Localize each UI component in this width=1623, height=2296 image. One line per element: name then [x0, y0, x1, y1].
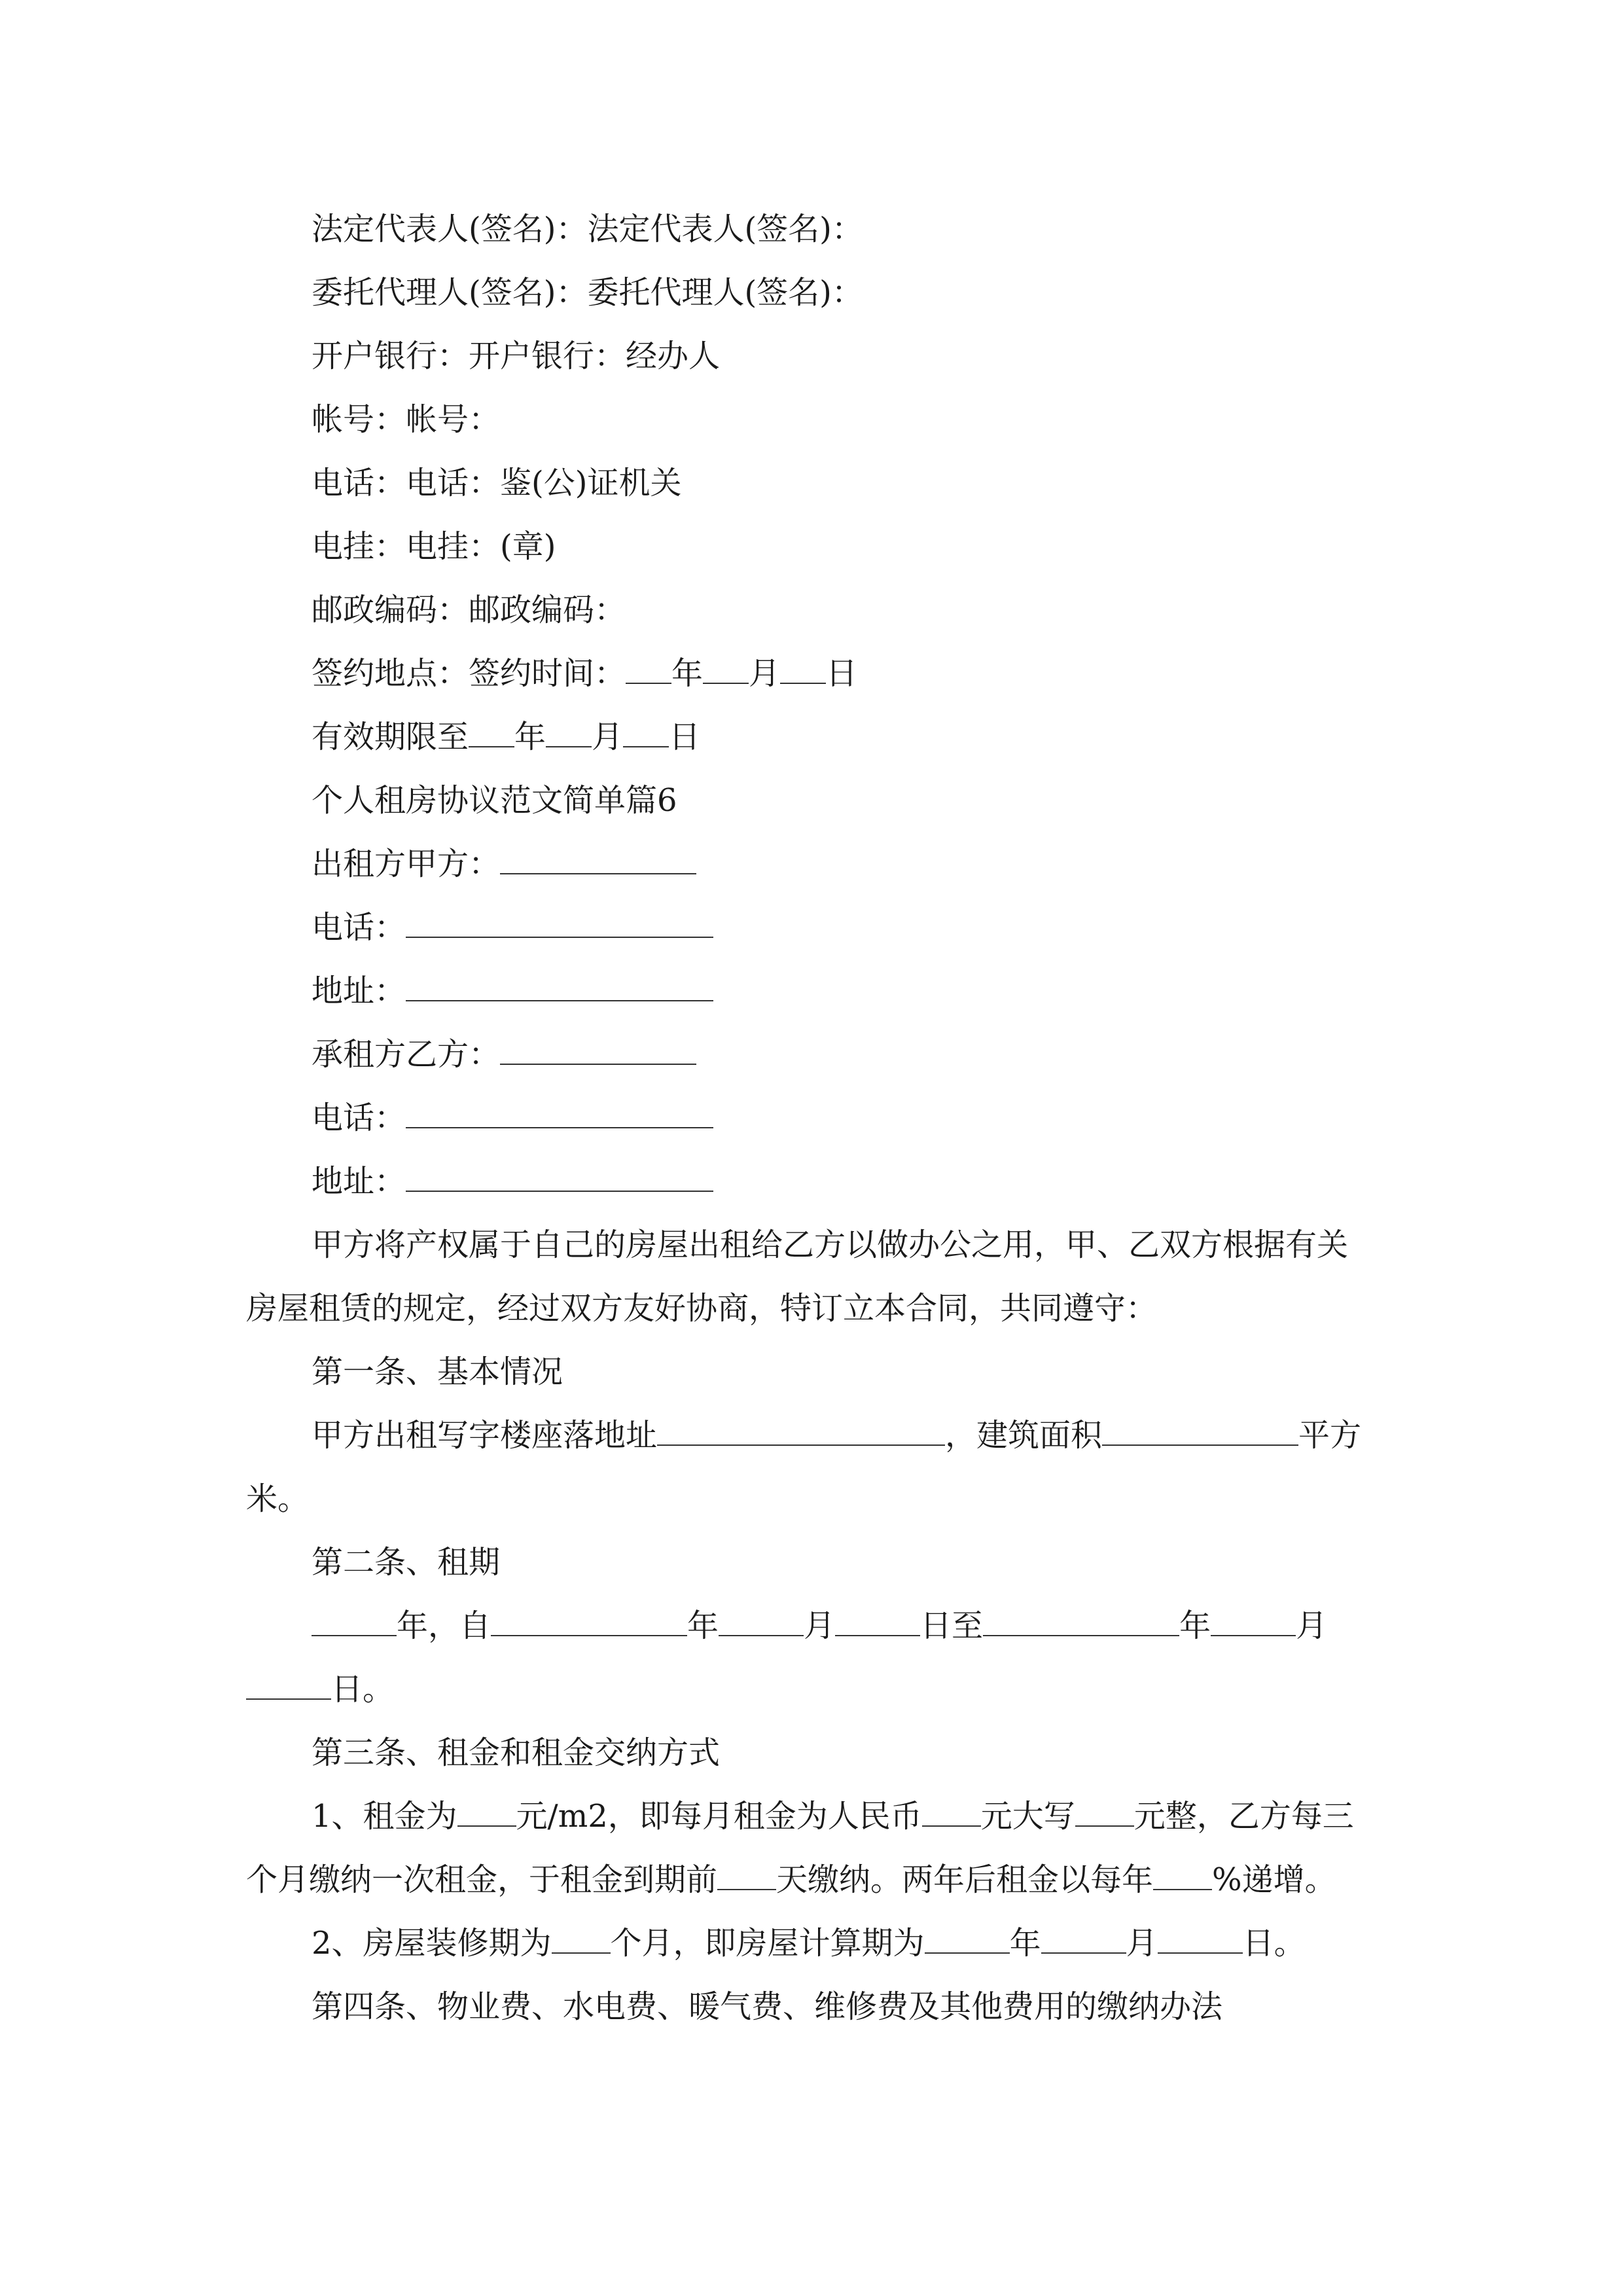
blank — [1211, 1606, 1296, 1636]
address-label: 地址： — [312, 1163, 406, 1200]
article1-title: 第一条、基本情况 — [312, 1354, 563, 1390]
year-label: 年 — [514, 719, 546, 755]
article2-line — [312, 1606, 1378, 1645]
lessor-label: 出租方甲方： — [312, 846, 501, 882]
postcode-line: 邮政编码：邮政编码： — [312, 592, 626, 628]
legal-rep-line: 法定代表人(签名)：法定代表人(签名)： — [312, 211, 863, 247]
blank — [835, 1606, 920, 1636]
blank — [552, 1924, 611, 1954]
blank — [1075, 1797, 1134, 1827]
blank — [406, 908, 713, 938]
lessee-line — [312, 1035, 1378, 1074]
phone-label: 电话： — [312, 1100, 406, 1136]
article3-text: %递增。 — [1212, 1861, 1336, 1898]
blank — [500, 1035, 696, 1065]
month-label: 月 — [592, 719, 624, 755]
lessee-phone-line — [312, 1098, 1378, 1138]
blank — [546, 717, 592, 747]
article3-text: 年 — [1009, 1925, 1041, 1962]
blank — [1102, 1416, 1298, 1446]
blank — [1158, 1924, 1243, 1954]
lessee-label: 承租方乙方： — [312, 1036, 501, 1073]
article2-text: 日。 — [331, 1671, 395, 1708]
article2-text: 年，自 — [397, 1607, 491, 1644]
year-label: 年 — [671, 655, 704, 692]
month-label: 月 — [749, 655, 781, 692]
validity-label: 有效期限至 — [312, 719, 469, 755]
article2-title: 第二条、租期 — [312, 1544, 501, 1581]
blank — [703, 654, 749, 684]
blank — [1041, 1924, 1126, 1954]
article1-line2: 米。 — [246, 1480, 310, 1517]
article3-text: 1、租金为 — [312, 1798, 457, 1835]
article2-line2 — [246, 1670, 1378, 1709]
blank — [925, 1924, 1010, 1954]
blank — [246, 1670, 331, 1700]
article3-text: 元大写 — [980, 1798, 1075, 1835]
agent-line: 委托代理人(签名)：委托代理人(签名)： — [312, 274, 863, 311]
day-label: 日 — [669, 719, 701, 755]
article3-item2 — [312, 1924, 1378, 1963]
article3-text: 2、房屋装修期为 — [312, 1925, 552, 1962]
lessor-line — [312, 844, 1378, 884]
address-label: 地址： — [312, 973, 406, 1009]
blank — [780, 654, 826, 684]
lessor-address-line — [312, 971, 1378, 1011]
phone-line: 电话：电话：鉴(公)证机关 — [312, 465, 682, 501]
article4-title: 第四条、物业费、水电费、暖气费、维修费及其他费用的缴纳办法 — [312, 1988, 1223, 2025]
account-line: 帐号：帐号： — [312, 401, 501, 438]
article3-text: 个月缴纳一次租金，于租金到期前 — [246, 1861, 718, 1898]
article1-text: 甲方出租写字楼座落地址 — [312, 1417, 658, 1454]
blank — [406, 1162, 713, 1192]
blank — [312, 1606, 397, 1636]
day-label: 日 — [826, 655, 858, 692]
article2-text: 年 — [1179, 1607, 1211, 1644]
article2-text: 月 — [1296, 1607, 1328, 1644]
article2-text: 月 — [804, 1607, 836, 1644]
blank — [406, 971, 713, 1001]
article3-text: 月 — [1126, 1925, 1158, 1962]
validity-line — [312, 717, 1378, 757]
lessor-phone-line — [312, 908, 1378, 947]
bank-line: 开户银行：开户银行：经办人 — [312, 338, 721, 374]
article1-text: 平方 — [1298, 1417, 1362, 1454]
blank — [491, 1606, 687, 1636]
sign-place-label: 签约地点：签约时间： — [312, 655, 626, 692]
article3-title: 第三条、租金和租金交纳方式 — [312, 1734, 721, 1771]
fax-line: 电挂：电挂：(章) — [312, 528, 556, 565]
article3-text: 日。 — [1242, 1925, 1306, 1962]
article3-text: 个月，即房屋计算期为 — [610, 1925, 925, 1962]
article3-item1-line2 — [246, 1860, 1378, 1899]
blank — [406, 1098, 713, 1128]
intro-paragraph-line2: 房屋租赁的规定，经过双方友好协商，特订立本合同，共同遵守： — [246, 1290, 1158, 1327]
blank — [457, 1797, 516, 1827]
blank — [719, 1606, 804, 1636]
intro-paragraph-line1: 甲方将产权属于自己的房屋出租给乙方以做办公之用，甲、乙双方根据有关 — [312, 1227, 1349, 1263]
blank — [623, 717, 669, 747]
article3-text: 天缴纳。两年后租金以每年 — [776, 1861, 1154, 1898]
phone-label: 电话： — [312, 909, 406, 946]
blank — [500, 844, 696, 874]
blank — [922, 1797, 981, 1827]
article1-text: ，建筑面积 — [945, 1417, 1103, 1454]
section-title: 个人租房协议范文简单篇6 — [312, 782, 677, 819]
article2-text: 日至 — [920, 1607, 984, 1644]
article1-line — [312, 1416, 1378, 1455]
article3-item1-line1 — [312, 1797, 1378, 1836]
sign-place-time-line — [312, 654, 1378, 693]
blank — [469, 717, 514, 747]
blank — [1153, 1860, 1212, 1890]
blank — [983, 1606, 1179, 1636]
article3-text: 元/m2，即每月租金为人民币 — [516, 1798, 922, 1835]
article3-text: 元整，乙方每三 — [1133, 1798, 1354, 1835]
article2-text: 年 — [687, 1607, 719, 1644]
blank — [657, 1416, 945, 1446]
lessee-address-line — [312, 1162, 1378, 1201]
blank — [626, 654, 671, 684]
blank — [717, 1860, 776, 1890]
